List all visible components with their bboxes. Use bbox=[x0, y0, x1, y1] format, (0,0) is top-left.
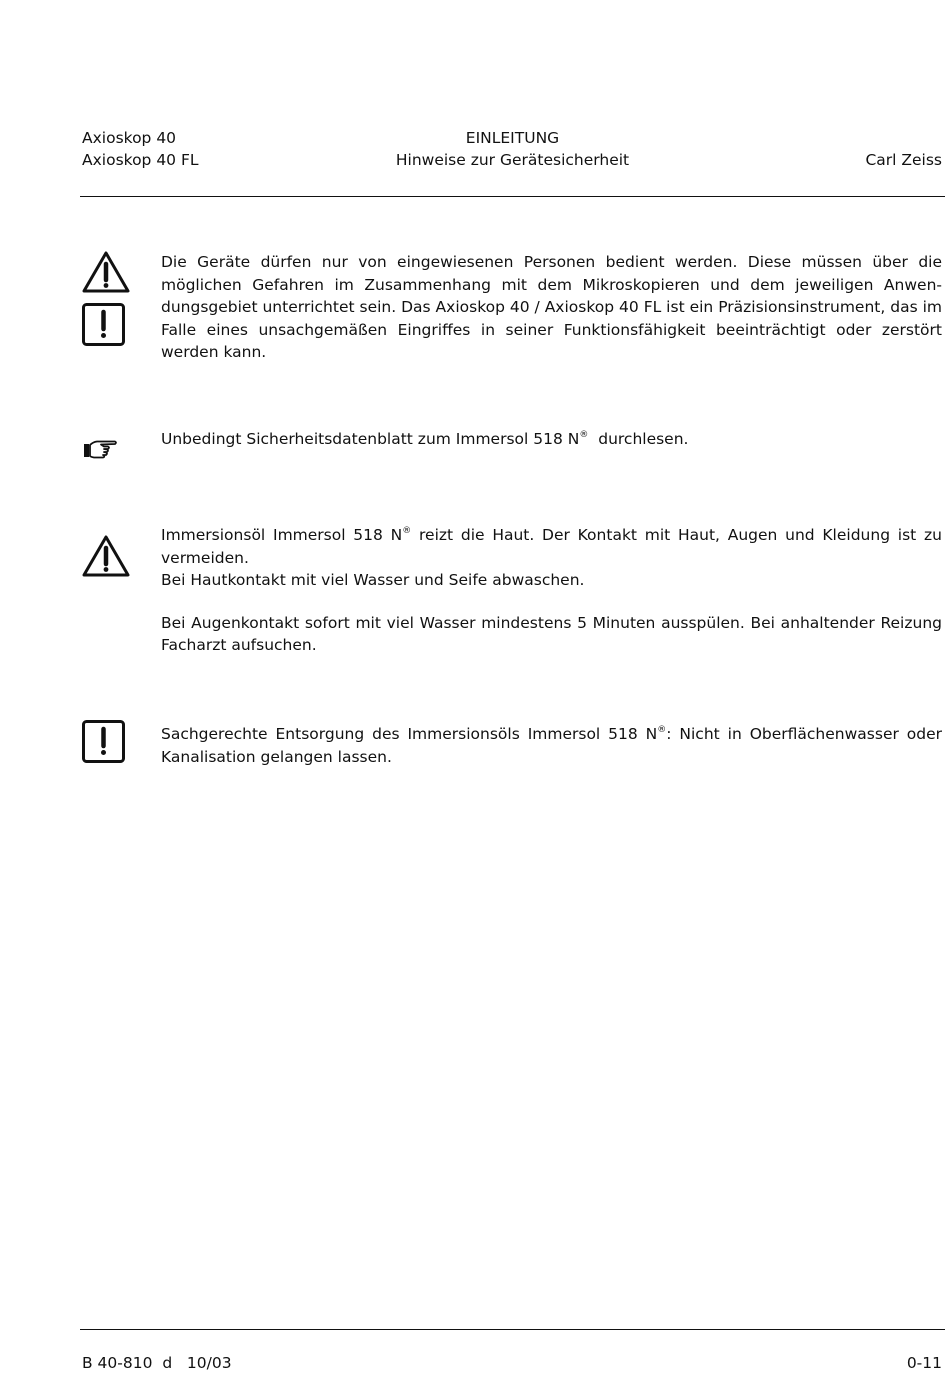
pointing-hand-icon bbox=[82, 438, 118, 460]
attention-exclamation-icon bbox=[82, 303, 125, 346]
running-header-left bbox=[82, 127, 199, 171]
page-number: 0-11 bbox=[906, 1354, 942, 1372]
running-header-center bbox=[340, 127, 685, 171]
model-name-fl: Axioskop 40 FL bbox=[82, 151, 199, 169]
chapter-title: EINLEITUNG bbox=[465, 129, 560, 147]
company-name: Carl Zeiss bbox=[865, 151, 942, 169]
notice-safety-datasheet: Unbedingt Sicherheitsdatenblatt zum Immersol 518 N® durchlesen. bbox=[161, 430, 689, 448]
footer-rule bbox=[80, 1329, 945, 1330]
notice-skin-irritation: Immersionsöl Immersol 518 N® reizt die Haut. Der Kontakt mit Haut, Augen und Kleidung ist zu vermeiden. Bei Hautkontakt mit viel Wasser und Seife abwaschen. Bei Augenkontakt sofort mit viel Wasser mindestens 5 Minuten ausspülen. Bei anhaltender Reizung Facharzt aufsuchen. bbox=[161, 526, 942, 654]
document-number: B 40-810 d 10/03 bbox=[82, 1354, 232, 1372]
model-name: Axioskop 40 bbox=[82, 129, 177, 147]
notice-operator-qualification: Die Geräte dürfen nur von eingewiesenen Personen bedient werden. Diese müssen über die möglichen Gefahren im Zusammenhang mit dem Mikroskopieren und dem jeweiligen Anwendungsgebiet unterrichtet sein. Das Axioskop 40 / Axioskop 40 FL ist ein Präzisionsinstrument, das im Falle eines unsachgemäßen Eingriffes in seiner Funktionsfähigkeit beeinträchtigt oder zerstört werden kann. bbox=[161, 253, 942, 361]
warning-triangle-icon bbox=[81, 250, 131, 294]
notice-disposal: Sachgerechte Entsorgung des Immersionsöls Immersol 518 N®: Nicht in Oberflächenwasser oder Kanalisation gelangen lassen. bbox=[161, 725, 942, 766]
header-rule bbox=[80, 196, 945, 197]
attention-exclamation-icon bbox=[82, 720, 125, 763]
warning-triangle-icon bbox=[81, 534, 131, 578]
section-title: Hinweise zur Gerätesicherheit bbox=[395, 151, 630, 169]
